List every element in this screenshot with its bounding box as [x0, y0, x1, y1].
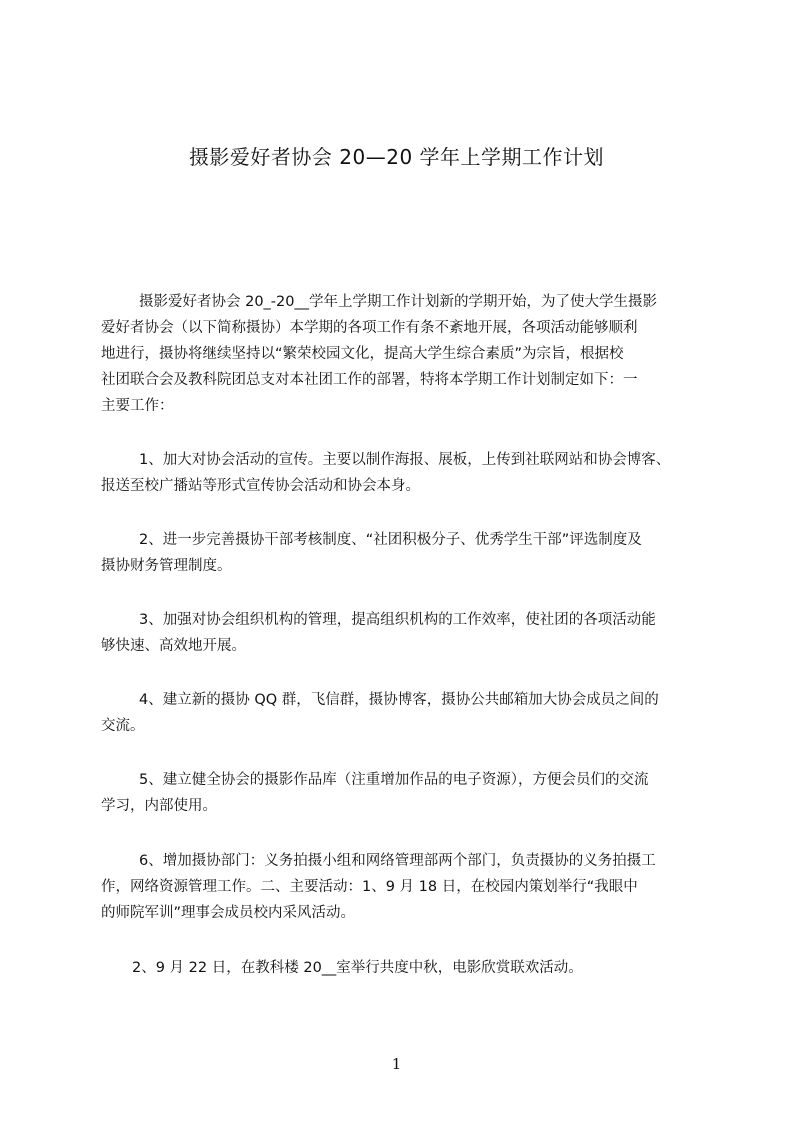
page-number: 1 — [391, 1055, 402, 1073]
intro-line: 爱好者协会（以下简称摄协）本学期的各项工作有条不紊地开展，各项活动能够顺利 — [101, 320, 638, 336]
work-item-1 — [101, 447, 713, 499]
intro-line: 摄影爱好者协会 20_-20__学年上学期工作计划新的学期开始，为了使大学生摄影 — [139, 294, 657, 310]
intro-line: 主要工作： — [101, 398, 174, 414]
item-line: 5、建立健全协会的摄影作品库（注重增加作品的电子资源），方便会员们的交流 — [139, 772, 649, 788]
item-line: 的师院军训”理事会成员校内采风活动。 — [101, 905, 356, 921]
intro-paragraph — [101, 289, 713, 419]
activity-item-2 — [101, 955, 713, 981]
item-line: 摄协财务管理制度。 — [101, 558, 232, 574]
work-item-2 — [101, 527, 713, 579]
intro-line: 社团联合会及教科院团总支对本社团工作的部署，特将本学期工作计划制定如下：一 — [101, 372, 638, 388]
item-line: 3、加强对协会组织机构的管理，提高组织机构的工作效率，使社团的各项活动能 — [139, 612, 656, 628]
item-line: 2、进一步完善摄协干部考核制度、“社团积极分子、优秀学生干部”评选制度及 — [139, 532, 642, 548]
work-item-6 — [101, 848, 713, 926]
item-line: 学习，内部使用。 — [101, 798, 217, 814]
work-item-4 — [101, 687, 713, 739]
item-line: 2、9 月 22 日，在教科楼 20__室举行共度中秋，电影欣赏联欢活动。 — [132, 960, 583, 976]
item-line: 1、加大对协会活动的宣传。主要以制作海报、展板，上传到社联网站和协会博客、 — [139, 452, 671, 468]
work-item-5 — [101, 767, 713, 819]
item-line: 报送至校广播站等形式宣传协会活动和协会本身。 — [101, 478, 420, 494]
item-line: 交流。 — [101, 718, 145, 734]
document-title: 摄影爱好者协会 20—20 学年上学期工作计划 — [188, 145, 605, 169]
item-line: 6、增加摄协部门：义务拍摄小组和网络管理部两个部门，负责摄协的义务拍摄工 — [139, 853, 656, 869]
intro-line: 地进行，摄协将继续坚持以“繁荣校园文化，提高大学生综合素质”为宗旨，根据校 — [101, 346, 624, 362]
work-item-3 — [101, 607, 713, 659]
item-line: 够快速、高效地开展。 — [101, 638, 246, 654]
item-line: 4、建立新的摄协 QQ 群，飞信群，摄协博客，摄协公共邮箱加大协会成员之间的 — [139, 692, 659, 708]
item-line: 作，网络资源管理工作。二、主要活动：1、9 月 18 日，在校园内策划举行“我眼中 — [101, 879, 638, 895]
